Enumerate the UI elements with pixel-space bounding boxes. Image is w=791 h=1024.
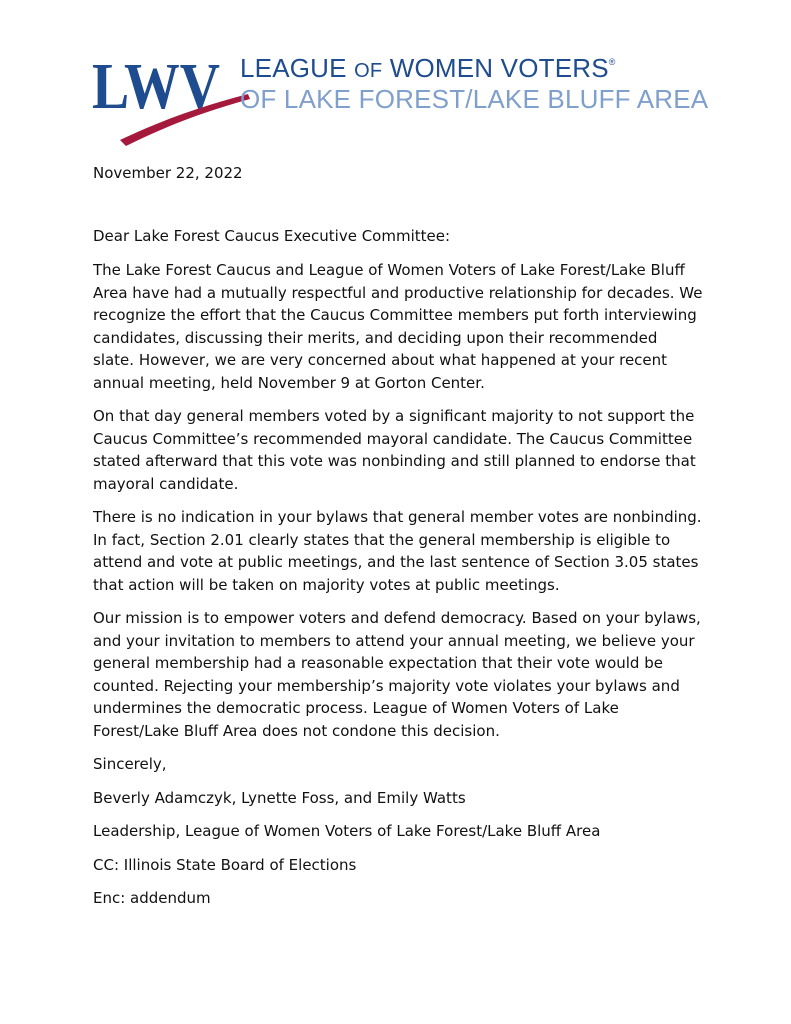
salutation: Dear Lake Forest Caucus Executive Committee:: [93, 226, 451, 245]
signatories: Beverly Adamczyk, Lynette Foss, and Emily Watts: [93, 788, 466, 807]
org-name-women-voters: WOMEN VOTERS: [382, 53, 609, 83]
paragraph-3: There is no indication in your bylaws that general member votes are nonbinding. In fact, Section 2.01 clearly states that the general membership is eligible to attend and vote at public meetings, and the last sentence of Section 3.05 states that action will be taken on majority votes at public meetings.: [93, 508, 702, 594]
cc-line: CC: Illinois State Board of Elections: [93, 855, 357, 874]
paragraph-1: The Lake Forest Caucus and League of Women Voters of Lake Forest/Lake Bluff Area have had a mutually respectful and productive relationship for decades. We recognize the effort that the Caucus Committee members put forth interviewing candidates, discussing their merits, and deciding upon their recommended slate. However, we are very concerned about what happened at your recent annual meeting, held November 9 at Gorton Center.: [93, 261, 703, 392]
org-name-of: OF: [354, 60, 383, 82]
organization-name: [240, 48, 708, 113]
org-name-line1: [240, 48, 708, 85]
letterhead: [92, 44, 732, 154]
letter-date: November 22, 2022: [93, 164, 243, 182]
paragraph-2: On that day general members voted by a significant majority to not support the Caucus Committee’s recommended mayoral candidate. The Caucus Committee stated afterward that this vote was nonbinding and still planned to endorse that mayoral candidate.: [93, 407, 696, 493]
closing: Sincerely,: [93, 755, 167, 773]
enclosure-line: Enc: addendum: [93, 889, 211, 907]
letter-body: [93, 162, 703, 921]
org-name-league: LEAGUE: [240, 53, 355, 83]
lwv-logo: [92, 44, 252, 152]
signatory-title: Leadership, League of Women Voters of Lake Forest/Lake Bluff Area: [93, 822, 601, 840]
paragraph-4: Our mission is to empower voters and defend democracy. Based on your bylaws, and your invitation to members to attend your annual meeting, we believe your general membership had a reasonable expectation that their vote would be counted. Rejecting your membership’s majority vote violates your bylaws and undermines the democratic process. League of Women Voters of Lake Forest/Lake Bluff Area does not condone this decision.: [93, 609, 701, 740]
registered-mark: ®: [608, 57, 616, 67]
lwv-logo-letters: LWV: [92, 50, 220, 123]
org-name-line2: OF LAKE FOREST/LAKE BLUFF AREA: [240, 84, 709, 114]
